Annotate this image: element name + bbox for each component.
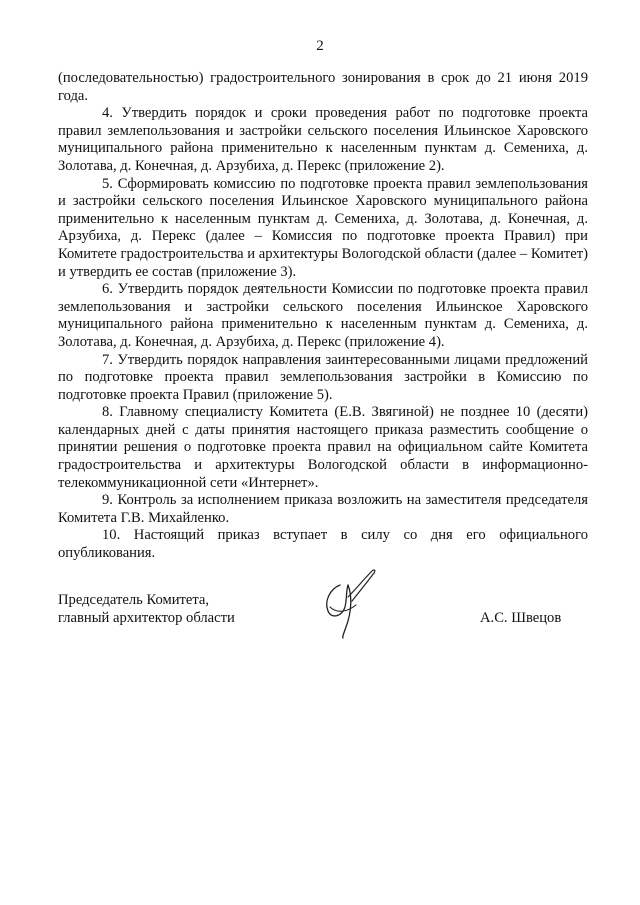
item-7: 7. Утвердить порядок направления заинтересованными лицами предложений по подготовке проекта правил землепользования застройки в Комиссию по подготовке проекта Правил (приложение 5).: [58, 351, 588, 403]
item-4: 4. Утвердить порядок и сроки проведения работ по подготовке проекта правил землепользования и застройки сельского поселения Ильинское Харовского муниципального района применительно к населенным пунктам д. Семениха, д. Золотава, д. Конечная, д. Арзубиха, д. Перекс (приложение 2).: [58, 105, 588, 174]
item-6: 6. Утвердить порядок деятельности Комиссии по подготовке проекта правил землепользования и застройки сельского поселения Ильинское Харовского муниципального района применительно к населенным пунктам д. Семениха, д. Золотава, д. Конечная, д. Арзубиха, д. Перекс (приложение 4).: [58, 281, 588, 350]
handwritten-signature: [312, 567, 382, 639]
signer-name: А.С. Швецов: [480, 610, 562, 626]
item-9: 9. Контроль за исполнением приказа возложить на заместителя председателя Комитета Г.В. Михайленко.: [58, 492, 588, 526]
document-body: [58, 70, 588, 563]
item-10: 10. Настоящий приказ вступает в силу со дня его официального опубликования.: [58, 527, 588, 562]
item-8: 8. Главному специалисту Комитета (Е.В. Звягиной) не позднее 10 (десяти) календарных дней с даты принятия настоящего приказа разместить сообщение о принятии решения о подготовке проекта правил на официальном сайте Комитета градостроительства и архитектуры Вологодской области в информационно-телекоммуникационной сети «Интернет».: [58, 404, 588, 491]
signer-position: [58, 591, 235, 627]
continuation-paragraph: (последовательностью) градостроительного зонирования в срок до 21 июня 2019 года.: [58, 70, 588, 104]
signer-position-line-2: главный архитектор области: [58, 610, 235, 626]
item-5: 5. Сформировать комиссию по подготовке проекта правил землепользования и застройки сельского поселения Ильинское Харовского муниципального района применительно к населенным пунктам д. Семениха, д. Золотава, д. Конечная, д. Арзубиха, д. Перекс (далее – Комиссия по подготовке проекта Правил) при Комитете градостроительства и архитектуры Вологодской области (далее – Комитет) и утвердить ее состав (приложение 3).: [58, 175, 588, 280]
page-number: 2: [316, 38, 324, 54]
signer-position-line-1: Председатель Комитета,: [58, 592, 210, 608]
